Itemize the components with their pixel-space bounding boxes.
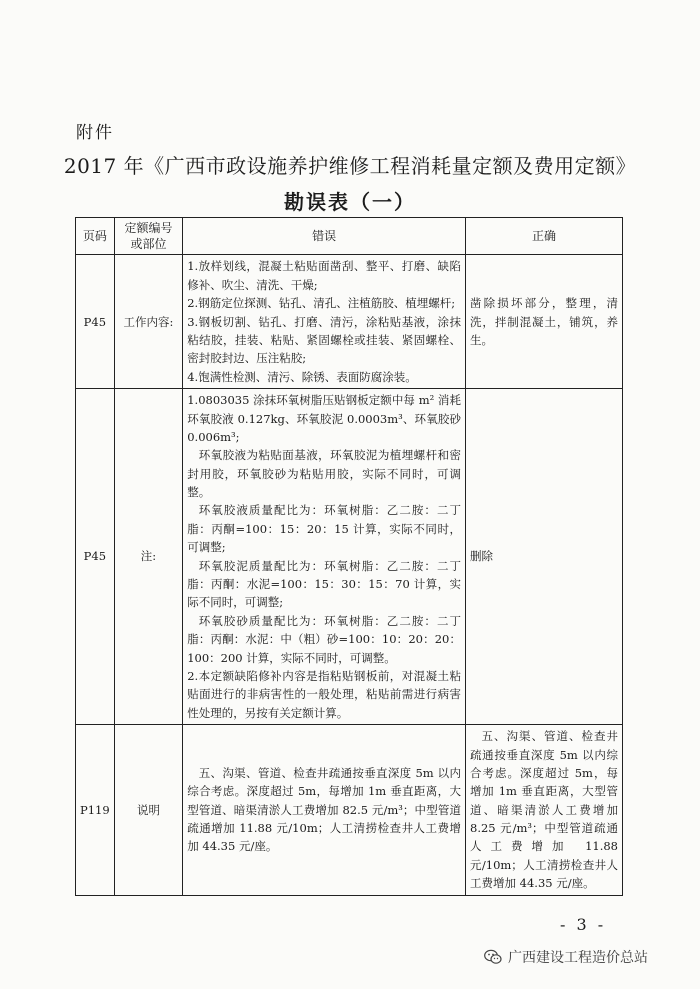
annex-label: 附件 bbox=[76, 123, 114, 143]
row-item: 工作内容: bbox=[114, 255, 183, 389]
table-header-row bbox=[76, 218, 623, 255]
column-header-right: 正确 bbox=[466, 218, 623, 255]
column-header-page: 页码 bbox=[76, 218, 115, 255]
wrong-line: 环氧胶液为粘贴面基液，环氧胶泥为植埋螺杆和密封用胶，环氧胶砂为粘贴用胶，实际不同时，可调整。 bbox=[187, 448, 461, 500]
watermark-text: 广西建设工程造价总站 bbox=[508, 950, 648, 966]
table-row bbox=[76, 255, 623, 389]
column-header-item: 定额编号或部位 bbox=[114, 218, 183, 255]
row-page: P45 bbox=[76, 389, 115, 725]
row-page: P45 bbox=[76, 255, 115, 389]
row-page: P119 bbox=[76, 725, 115, 896]
wrong-line: 2.本定额缺陷修补内容是指粘贴钢板前，对混凝土粘贴面进行的非病害性的一般处理，粘贴前需进行病害性处理的，另按有关定额计算。 bbox=[187, 668, 461, 720]
wrong-line: 五、沟渠、管道、检查井疏通按垂直深度 5m 以内综合考虑。深度超过 5m，每增加 1m 垂直距离，大型管道、暗渠清淤人工费增加 82.5 元/m³；中型管道疏通增加 11.88 元/10m；人工清捞检查井人工费增加 44.35 元/座。 bbox=[187, 765, 461, 854]
table-row bbox=[76, 389, 623, 725]
row-right: 五、沟渠、管道、检查井疏通按垂直深度 5m 以内综合考虑。深度超过 5m，每增加 1m 垂直距离，大型管道、暗渠清淤人工费增加 8.25 元/m³；中型管道疏通人工费增加 11.88 元/10m；人工清捞检查井人工费增加 44.35 元/座。 bbox=[466, 725, 623, 896]
row-item: 注: bbox=[114, 389, 183, 725]
wrong-line: 1.放样划线，混凝土粘贴面凿刮、整平、打磨、缺陷修补、吹尘、清洗、干燥; bbox=[187, 259, 461, 292]
row-right: 凿除损坏部分，整理，清洗，拌制混凝土，铺筑，养生。 bbox=[466, 255, 623, 389]
row-item: 说明 bbox=[114, 725, 183, 896]
wrong-line: 1.0803035 涂抹环氧树脂压贴钢板定额中每 m² 消耗环氧胶液 0.127kg、环氧胶泥 0.0003m³、环氧胶砂 0.006m³; bbox=[187, 393, 461, 444]
page-number: - 3 - bbox=[560, 915, 607, 934]
row-wrong bbox=[183, 725, 466, 896]
wrong-line: 环氧胶砂质量配比为：环氧树脂：乙二胺：二丁脂：丙酮：水泥：中（粗）砂=100：10：20：20：100：200 计算，实际不同时，可调整。 bbox=[187, 613, 461, 665]
row-right: 删除 bbox=[466, 389, 623, 725]
errata-table bbox=[75, 217, 623, 896]
table-row bbox=[76, 725, 623, 896]
column-header-wrong: 错误 bbox=[183, 218, 466, 255]
row-wrong bbox=[183, 255, 466, 389]
document-subtitle: 勘误表（一） bbox=[284, 190, 416, 214]
wrong-line: 环氧胶泥质量配比为：环氧树脂：乙二胺：二丁脂：丙酮：水泥=100：15：30：15：70 计算，实际不同时，可调整; bbox=[187, 558, 461, 610]
wrong-line: 4.饱满性检测、清污、除锈、表面防腐涂装。 bbox=[187, 369, 417, 384]
document-title: 2017 年《广西市政设施养护维修工程消耗量定额及费用定额》 bbox=[63, 154, 637, 178]
row-wrong bbox=[183, 389, 466, 725]
wechat-icon bbox=[484, 949, 502, 965]
watermark bbox=[484, 947, 648, 967]
wrong-line: 2.钢筋定位探测、钻孔、清孔、注植筋胶、植埋螺杆; bbox=[187, 296, 456, 311]
wrong-line: 3.钢板切割、钻孔、打磨、清污，涂粘贴基液，涂抹粘结胶，挂装、粘贴、紧固螺栓或挂装、紧固螺栓、密封胶封边、压注粘胶; bbox=[187, 314, 461, 366]
wrong-line: 环氧胶液质量配比为：环氧树脂：乙二胺：二丁脂：丙酮=100：15：20：15 计算，实际不同时，可调整; bbox=[187, 503, 461, 555]
